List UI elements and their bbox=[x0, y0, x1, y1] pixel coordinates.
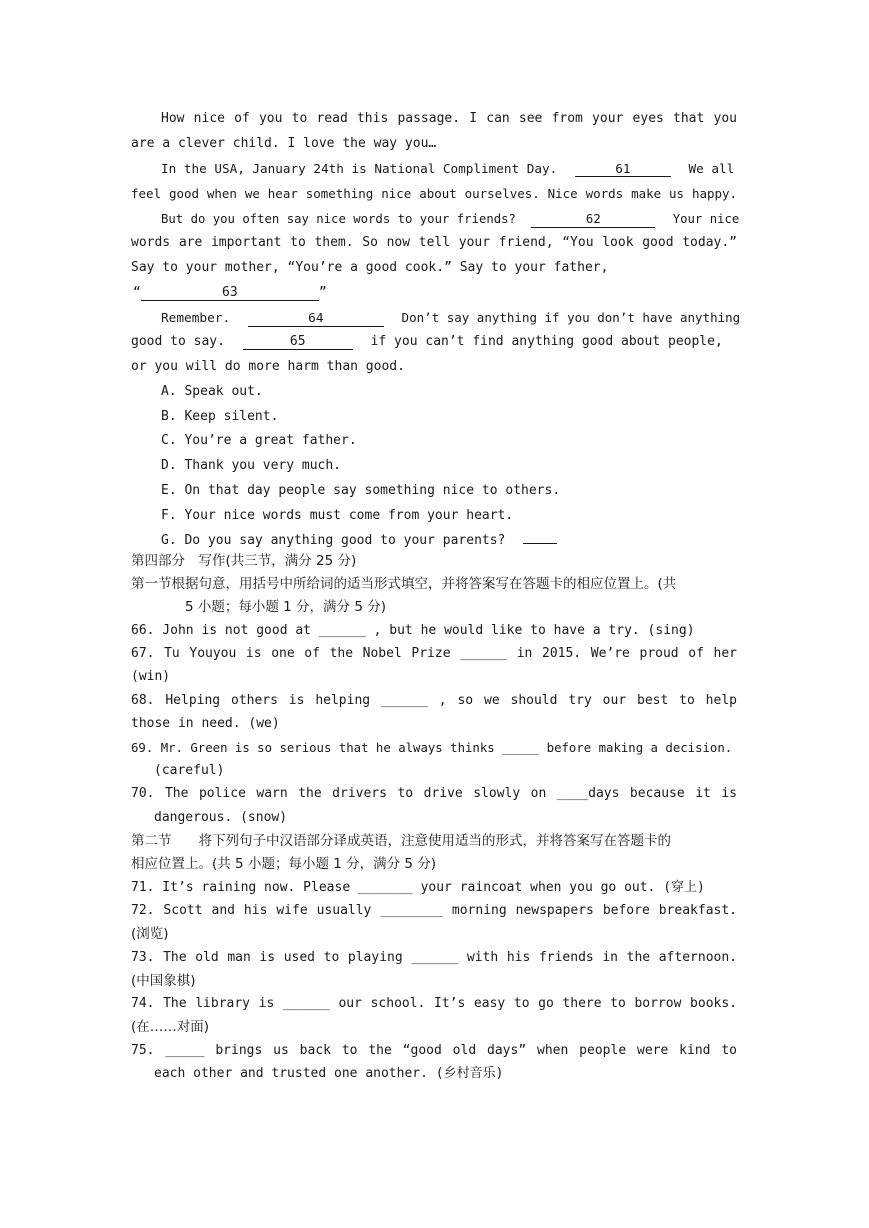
passage-text: But do you often say nice words to your friends? bbox=[161, 212, 516, 226]
passage-line bbox=[161, 210, 740, 228]
question-75-cont: each other and trusted one another. (乡村音乐) bbox=[154, 1066, 504, 1081]
passage-text: Remember. bbox=[161, 311, 231, 326]
passage-line: or you will do more harm than good. bbox=[131, 359, 405, 374]
passage-line bbox=[161, 160, 737, 178]
question-69: 69. Mr. Green is so serious that he always thinks _____ before making a decision. bbox=[131, 741, 733, 755]
open-quote: “ bbox=[133, 285, 141, 300]
passage-text: Your nice bbox=[672, 212, 740, 226]
section2-instructions: 相应位置上。(共 5 小题；每小题 1 分，满分 5 分) bbox=[131, 856, 437, 872]
question-73-hint: (中国象棋) bbox=[131, 973, 196, 989]
passage-line: are a clever child. I love the way you… bbox=[131, 136, 437, 151]
close-quote: ” bbox=[318, 285, 327, 300]
option-c: C. You’re a great father. bbox=[161, 433, 357, 448]
option-g-text: G. Do you say anything good to your parents? bbox=[161, 533, 506, 548]
passage-text: In the USA, January 24th is National Compliment Day. bbox=[161, 161, 558, 176]
option-e: E. On that day people say something nice to others. bbox=[161, 483, 561, 498]
question-68: 68. Helping others is helping ______ , so we should try our best to help bbox=[131, 693, 737, 708]
blank-61: 61 bbox=[575, 161, 671, 177]
section1-instructions: 5 小题；每小题 1 分，满分 5 分) bbox=[185, 599, 386, 615]
answer-blank bbox=[523, 543, 557, 544]
passage-line bbox=[161, 309, 741, 328]
question-75: 75. _____ brings us back to the “good old days” when people were kind to bbox=[131, 1043, 737, 1058]
question-70-cont: dangerous. (snow) bbox=[154, 810, 288, 825]
question-72: 72. Scott and his wife usually ________ morning newspapers before breakfast. bbox=[131, 903, 737, 918]
question-72-hint: (浏览) bbox=[131, 926, 169, 942]
option-d: D. Thank you very much. bbox=[161, 458, 342, 473]
option-g bbox=[161, 532, 557, 550]
question-74: 74. The library is ______ our school. It’s easy to go there to borrow books. bbox=[131, 996, 737, 1011]
blank-65: 65 bbox=[243, 334, 353, 350]
passage-line: How nice of you to read this passage. I can see from your eyes that you bbox=[161, 111, 737, 126]
question-68-cont: those in need. (we) bbox=[131, 716, 280, 731]
passage-line bbox=[131, 333, 737, 351]
passage-line: feel good when we hear something nice about ourselves. Nice words make us happy. bbox=[131, 186, 737, 201]
passage-text: good to say. bbox=[131, 334, 225, 349]
option-a: A. Speak out. bbox=[161, 384, 263, 399]
passage-line: Say to your mother, “You’re a good cook.” Say to your father, bbox=[131, 260, 609, 275]
question-74-hint: (在……对面) bbox=[131, 1019, 210, 1035]
question-70: 70. The police warn the drivers to drive slowly on ____days because it is bbox=[131, 786, 737, 801]
question-67-hint: (win) bbox=[131, 669, 171, 684]
question-69-hint: (careful) bbox=[154, 763, 225, 778]
blank-64: 64 bbox=[248, 311, 384, 327]
passage-text: Don’t say anything if you don’t have anything bbox=[401, 310, 741, 325]
part4-heading: 第四部分 写作(共三节，满分 25 分) bbox=[131, 553, 357, 569]
question-67: 67. Tu Youyou is one of the Nobel Prize ______ in 2015. We’re proud of her bbox=[131, 646, 737, 661]
blank-62: 62 bbox=[531, 212, 655, 228]
question-71: 71. It’s raining now. Please _______ your raincoat when you go out. (穿上) bbox=[131, 880, 705, 895]
question-73: 73. The old man is used to playing ______ with his friends in the afternoon. bbox=[131, 950, 737, 965]
option-b: B. Keep silent. bbox=[161, 409, 279, 424]
blank-63: 63 bbox=[141, 285, 319, 301]
section1-instructions: 第一节根据句意，用括号中所给词的适当形式填空，并将答案写在答题卡的相应位置上。(共 bbox=[131, 576, 677, 592]
passage-text: We all bbox=[688, 161, 735, 176]
option-f: F. Your nice words must come from your heart. bbox=[161, 508, 514, 523]
section2-instructions: 第二节 将下列句子中汉语部分译成英语，注意使用适当的形式，并将答案写在答题卡的 bbox=[131, 833, 671, 849]
passage-line bbox=[133, 284, 739, 302]
passage-text: if you can’t find anything good about people, bbox=[370, 334, 723, 349]
passage-line: words are important to them. So now tell your friend, “You look good today.” bbox=[131, 235, 737, 250]
question-66: 66. John is not good at ______ , but he would like to have a try. (sing) bbox=[131, 623, 695, 638]
